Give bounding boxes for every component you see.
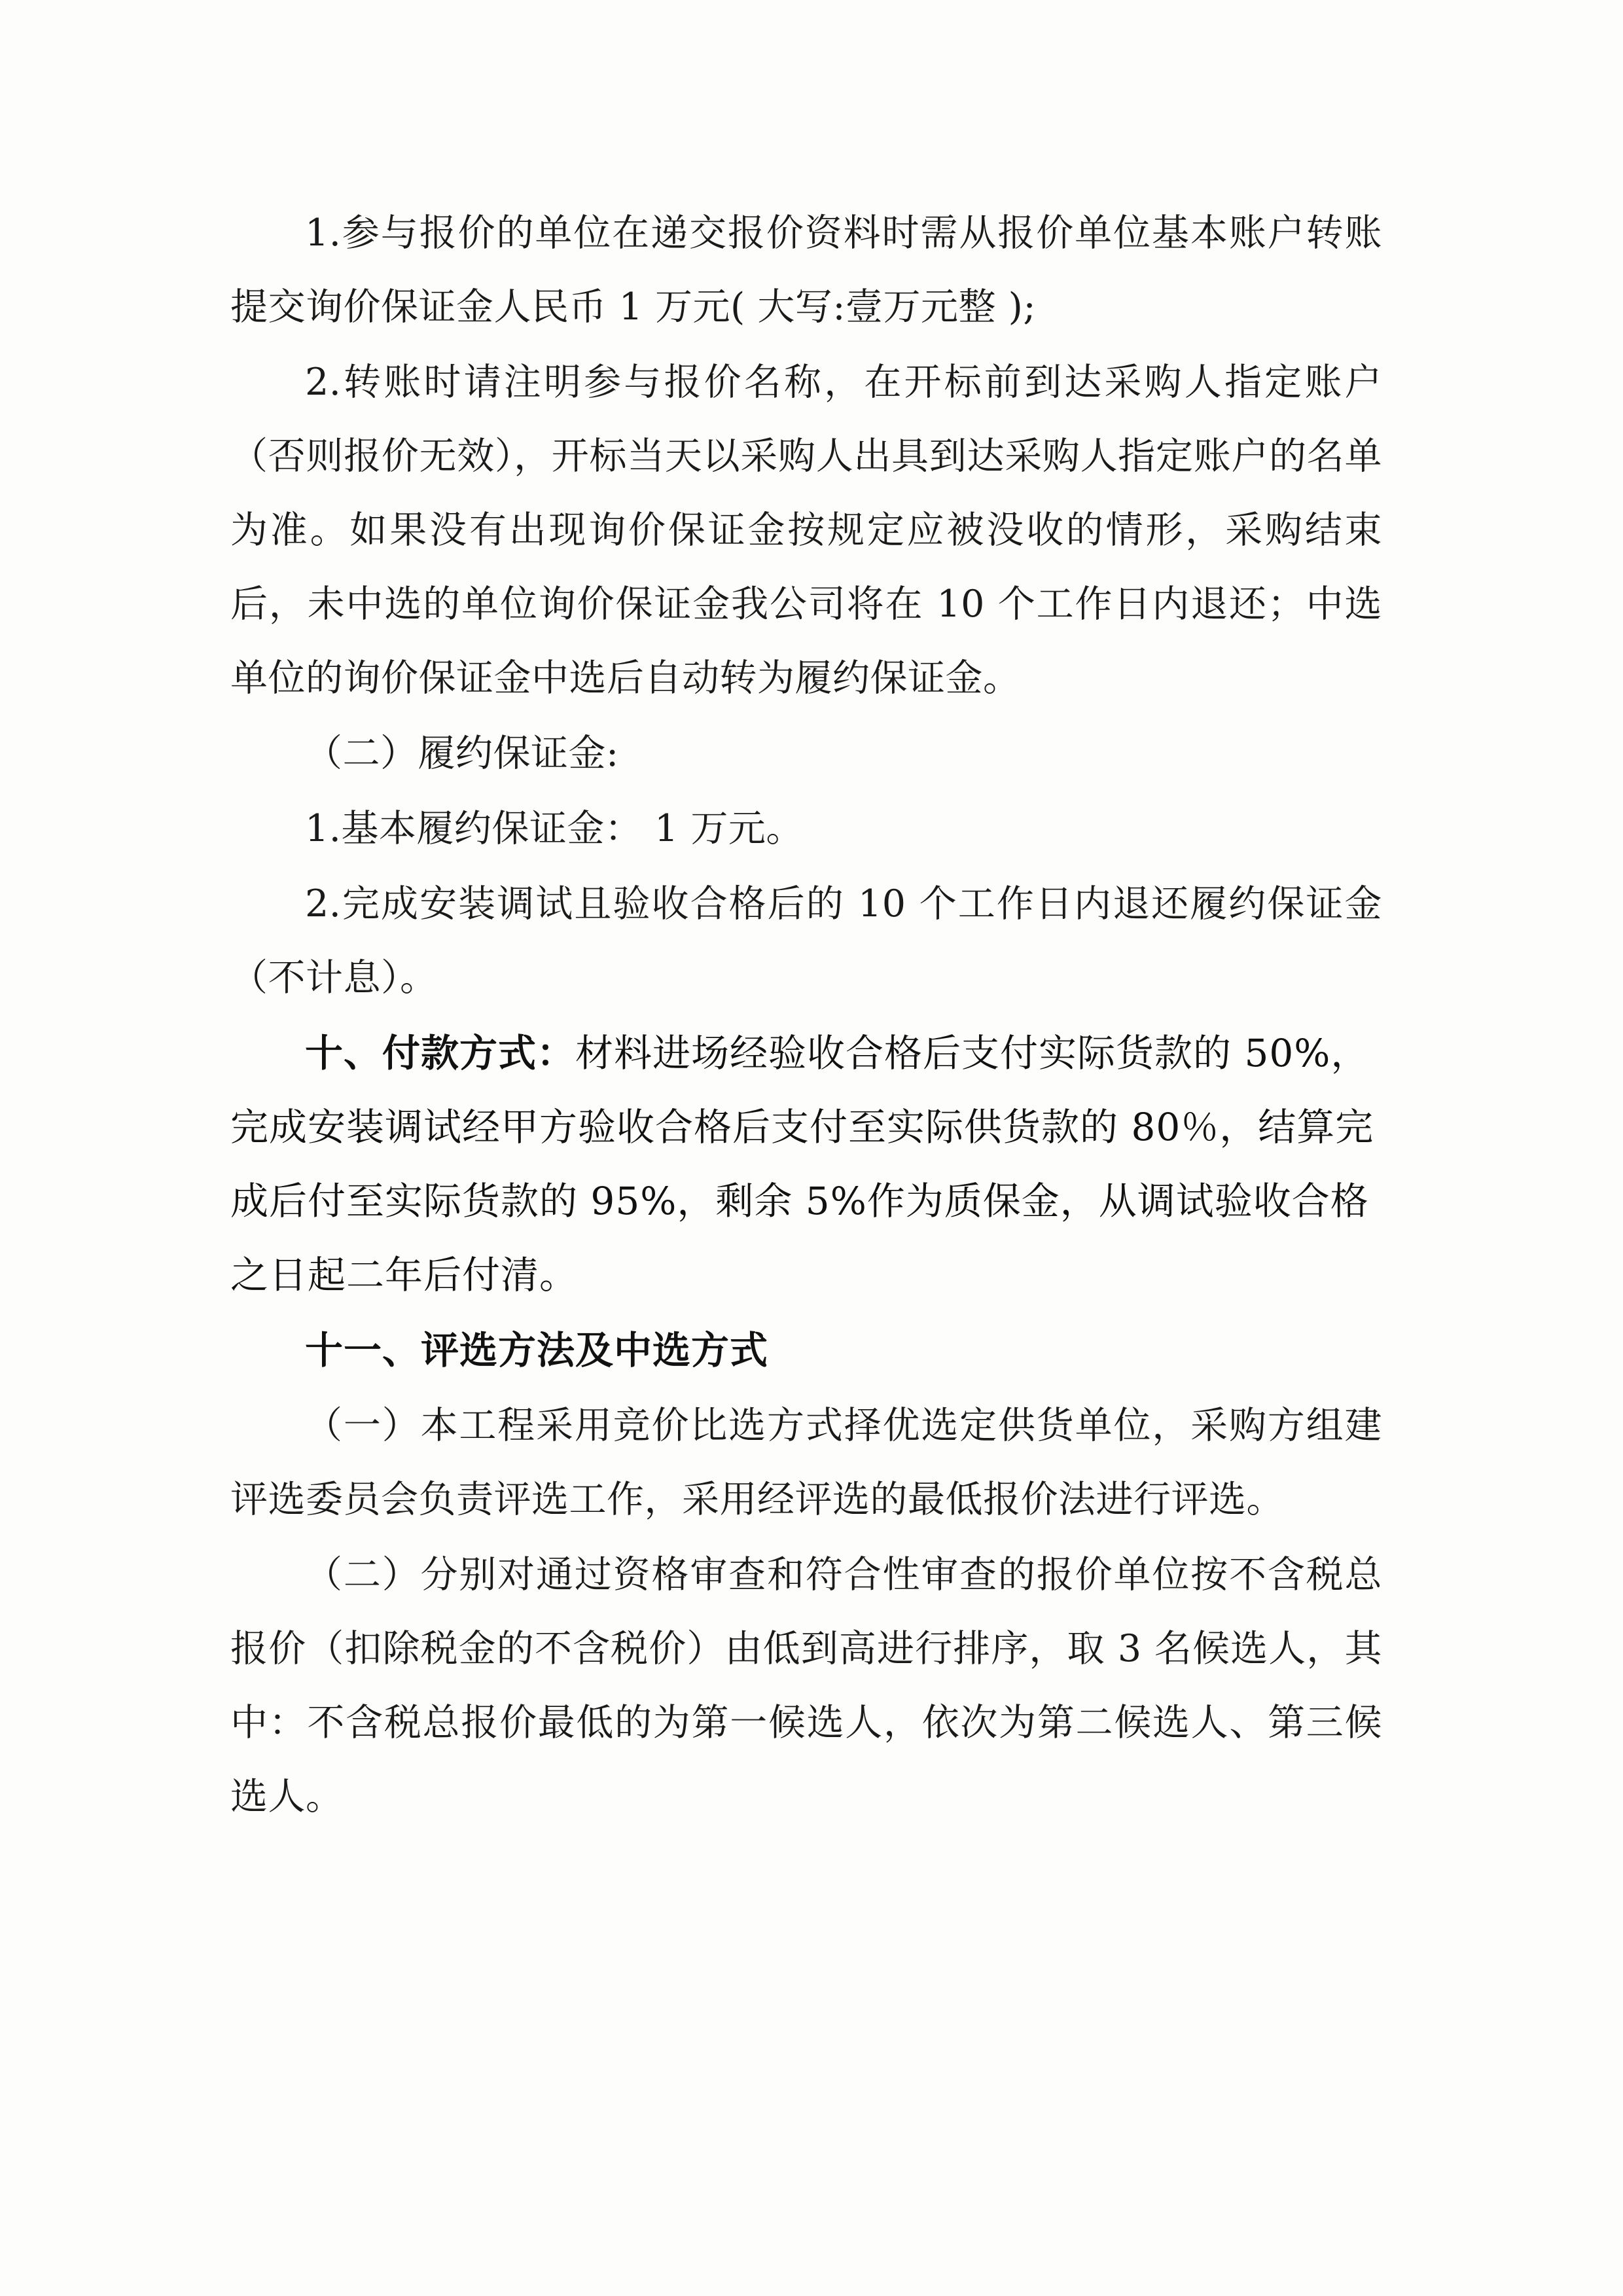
paragraph-bid-deposit-2: 2.转账时请注明参与报价名称，在开标前到达采购人指定账户（否则报价无效），开标当天以采购人出具到达采购人指定账户的名单为准。如果没有出现询价保证金按规定应被没收的情形，采购结束后，未中选的单位询价保证金我公司将在 10 个工作日内退还；中选单位的询价保证金中选后自动转为履约保证金。 xyxy=(230,361,1382,700)
section-ten-title: 十、付款方式： xyxy=(305,1031,576,1075)
paragraph-selection-method-2: （二）分别对通过资格审查和符合性审查的报价单位按不含税总报价（扣除税金的不含税价）由低到高进行排序，取 3 名候选人，其中：不含税总报价最低的为第一候选人，依次为第二候选人、第三候选人。 xyxy=(230,1553,1382,1818)
document-body xyxy=(230,196,1382,1835)
paragraph-bid-deposit-1: 1.参与报价的单位在递交报价资料时需从报价单位基本账户转账提交询价保证金人民币 1 万元( 大写:壹万元整 ); xyxy=(230,211,1382,329)
paragraph-performance-bond-2: 2.完成安装调试且验收合格后的 10 个工作日内退还履约保证金（不计息）。 xyxy=(230,882,1382,999)
paragraph-performance-bond-heading: （二）履约保证金: xyxy=(305,732,619,775)
section-ten xyxy=(230,1016,1382,1312)
paragraph-selection-method-1: （一）本工程采用竞价比选方式择优选定供货单位，采购方组建评选委员会负责评选工作，采用经评选的最低报价法进行评选。 xyxy=(230,1404,1382,1521)
section-ten-body: 材料进场经验收合格后支付实际货款的 50%，完成安装调试经甲方验收合格后支付至实际供货款的 80％，结算完成后付至实际货款的 95%，剩余 5%作为质保金，从调试验收合格之日起二年后付清。 xyxy=(230,1031,1374,1297)
paragraph-performance-bond-1: 1.基本履约保证金： 1 万元。 xyxy=(305,807,804,850)
section-eleven-title: 十一、评选方法及中选方式 xyxy=(305,1328,769,1372)
